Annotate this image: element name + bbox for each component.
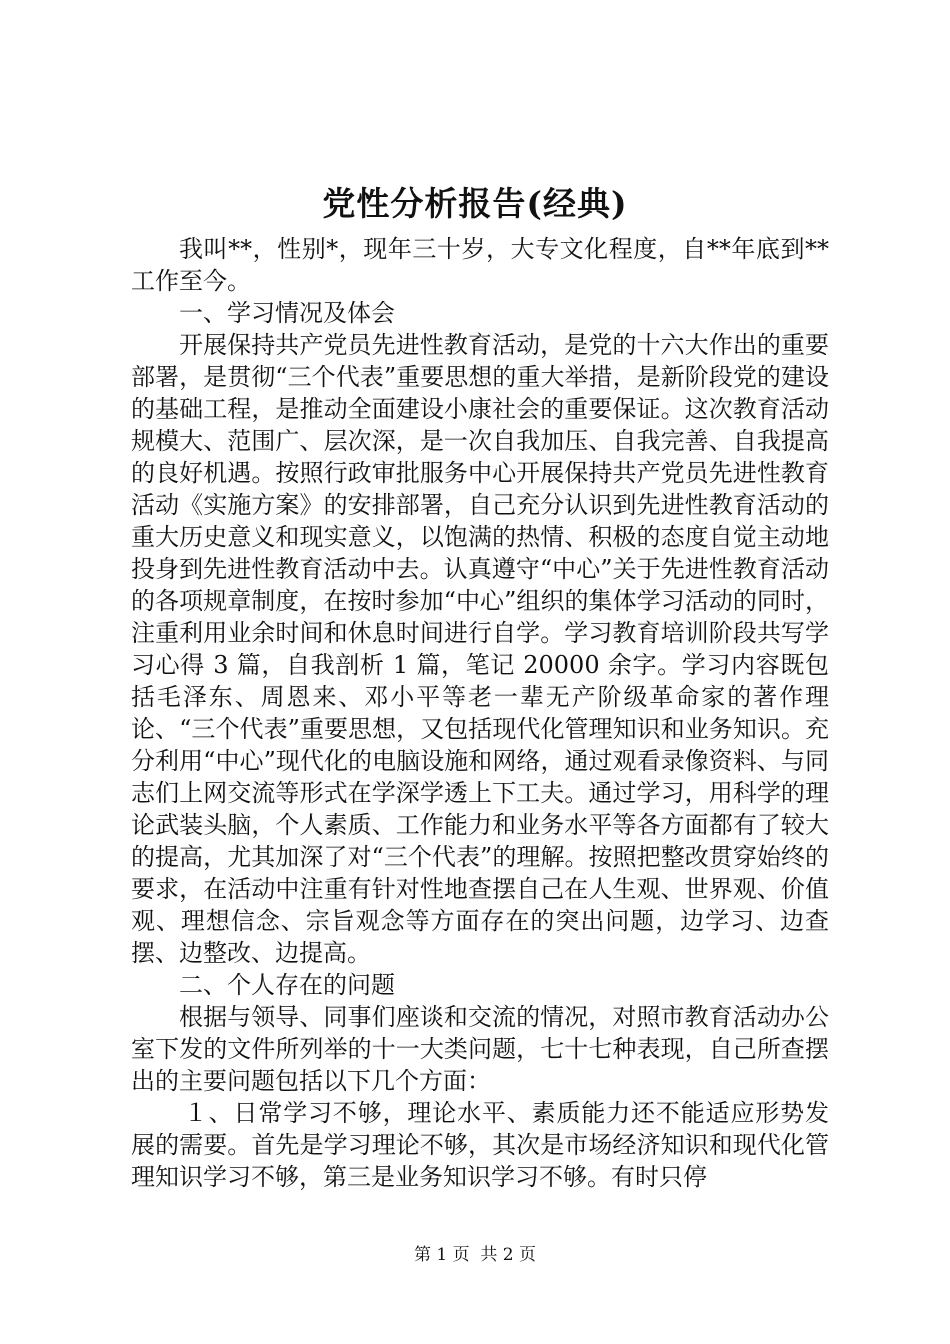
footer-spacer (470, 1245, 481, 1265)
section-heading-study: 一、学习情况及体会 (179, 299, 395, 327)
section-heading-problems: 二、个人存在的问题 (179, 971, 395, 999)
document-body (131, 233, 829, 1193)
page-number: 第 1 页 (413, 1245, 470, 1265)
page-total: 共 2 页 (480, 1245, 537, 1265)
document-title: 党性分析报告(经典) (322, 184, 628, 223)
intro-paragraph: 我叫**，性别*，现年三十岁，大专文化程度，自**年底到**工作至今。 (131, 235, 829, 295)
problem-item-1: １、日常学习不够，理论水平、素质能力还不能适应形势发展的需要。首先是学习理论不够，其次是市场经济知识和现代化管理知识学习不够，第三是业务知识学习不够。有时只停 (131, 1099, 829, 1191)
problems-intro-paragraph: 根据与领导、同事们座谈和交流的情况，对照市教育活动办公室下发的文件所列举的十一大类问题，七十七种表现，自己所查摆出的主要问题包括以下几个方面： (131, 1003, 829, 1095)
page-footer (0, 1244, 950, 1266)
study-paragraph: 开展保持共产党员先进性教育活动，是党的十六大作出的重要部署，是贯彻“三个代表”重要思想的重大举措，是新阶段党的建设的基础工程，是推动全面建设小康社会的重要保证。这次教育活动规模大、范围广、层次深，是一次自我加压、自我完善、自我提高的良好机遇。按照行政审批服务中心开展保持共产党员先进性教育活动《实施方案》的安排部署，自己充分认识到先进性教育活动的重大历史意义和现实意义，以饱满的热情、积极的态度自觉主动地投身到先进性教育活动中去。认真遵守“中心”关于先进性教育活动的各项规章制度，在按时参加“中心”组织的集体学习活动的同时，注重利用业余时间和休息时间进行自学。学习教育培训阶段共写学习心得 3 篇，自我剖析 1 篇，笔记 20000 余字。学习内容既包括毛泽东、周恩来、邓小平等老一辈无产阶级革命家的著作理论、“三个代表”重要思想，又包括现代化管理知识和业务知识。充分利用“中心”现代化的电脑设施和网络，通过观看录像资料、与同志们上网交流等形式在学深学透上下工夫。通过学习，用科学的理论武装头脑，个人素质、工作能力和业务水平等各方面都有了较大的提高，尤其加深了对“三个代表”的理解。按照把整改贯穿始终的要求，在活动中注重有针对性地查摆自己在人生观、世界观、价值观、理想信念、宗旨观念等方面存在的突出问题，边学习、边查摆、边整改、边提高。 (131, 331, 829, 967)
